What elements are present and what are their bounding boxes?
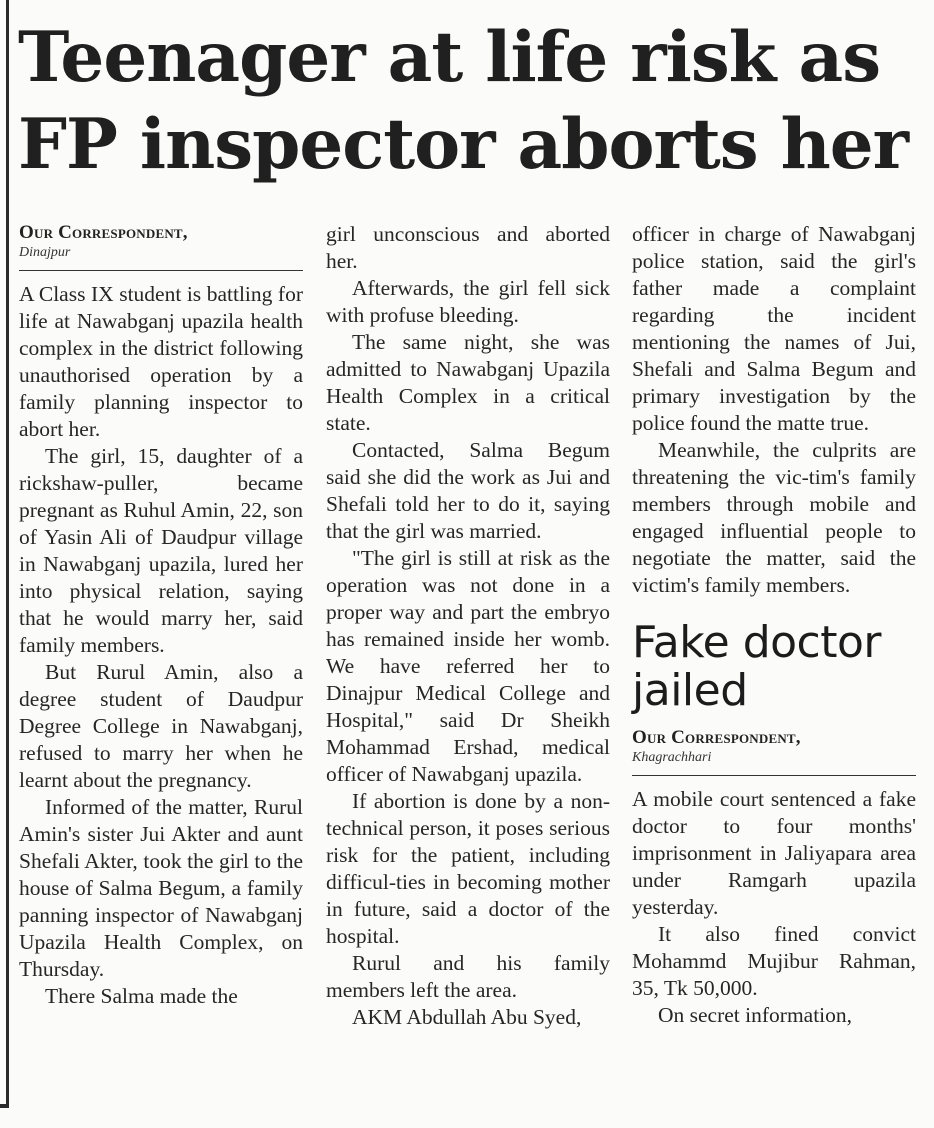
second-article-dateline: Khagrachhari — [632, 750, 712, 765]
article-headline: Teenager at life risk as FP inspector aborts her — [18, 17, 909, 185]
second-article-byline: Our Correspondent, — [632, 727, 801, 748]
paragraph: Afterwards, the girl fell sick with profuse bleeding. — [326, 276, 610, 327]
column-3 — [632, 221, 916, 1029]
paragraph: But Rurul Amin, also a degree student of Daudpur Degree College in Nawabganj, refused to marry her when he learnt about the pregnancy. — [19, 660, 303, 792]
paragraph: There Salma made the — [45, 984, 238, 1008]
column-2 — [326, 221, 610, 1031]
second-byline-rule — [632, 775, 916, 776]
paragraph: Meanwhile, the culprits are threatening the vic-tim's family members through mobile and engaged influential people to negotiate the matter, said the victim's family members. — [632, 438, 916, 597]
column-1 — [19, 222, 303, 1010]
paragraph: Informed of the matter, Rurul Amin's sister Jui Akter and aunt Shefali Akter, took the girl to the house of Salma Begum, a family panning inspector of Nawabganj Upazila Health Complex, on Thursday. — [19, 795, 303, 981]
second-article-headline: Fake doctor jailed — [632, 617, 882, 716]
paragraph: "The girl is still at risk as the operation was not done in a proper way and part the embryo has remained inside her womb. We have referred her to Dinajpur Medical College and Hospital," said Dr Sheikh Mohammad Ershad, medical officer of Nawabganj upazila. — [326, 546, 610, 786]
paragraph: girl unconscious and aborted her. — [326, 222, 610, 273]
paragraph: The girl, 15, daughter of a rickshaw-puller, became pregnant as Ruhul Amin, 22, son of Yasin Ali of Daudpur village in Nawabganj upazila, lured her into physical relation, saying that he would marry her, said family members. — [19, 444, 303, 657]
paragraph: AKM Abdullah Abu Syed, — [352, 1005, 582, 1029]
paragraph: If abortion is done by a non-technical person, it poses serious risk for the patient, including difficul-ties in becoming mother in future, said a doctor of the hospital. — [326, 789, 610, 948]
paragraph: Contacted, Salma Begum said she did the work as Jui and Shefali told her to do it, saying that the girl was married. — [326, 438, 610, 543]
dateline: Dinajpur — [19, 245, 71, 260]
paragraph: A Class IX student is battling for life at Nawabganj upazila health complex in the district following unauthorised operation by a family planning inspector to abort her. — [19, 282, 303, 441]
paragraph: The same night, she was admitted to Nawabganj Upazila Health Complex in a critical state. — [326, 330, 610, 435]
paragraph: Rurul and his family members left the area. — [326, 951, 610, 1002]
page-frame-left-border — [6, 0, 9, 1108]
page-frame-corner — [0, 1104, 9, 1108]
paragraph: It also fined convict Mohammd Mujibur Rahman, 35, Tk 50,000. — [632, 922, 916, 1000]
byline: Our Correspondent, — [19, 222, 188, 243]
paragraph: officer in charge of Nawabganj police station, said the girl's father made a complaint regarding the incident mentioning the names of Jui, Shefali and Salma Begum and primary investigation by the police found the matte true. — [632, 222, 916, 435]
paragraph: On secret information, — [658, 1003, 853, 1027]
paragraph: A mobile court sentenced a fake doctor to four months' imprisonment in Jaliyapara area under Ramgarh upazila yesterday. — [632, 787, 916, 919]
byline-rule — [19, 270, 303, 271]
